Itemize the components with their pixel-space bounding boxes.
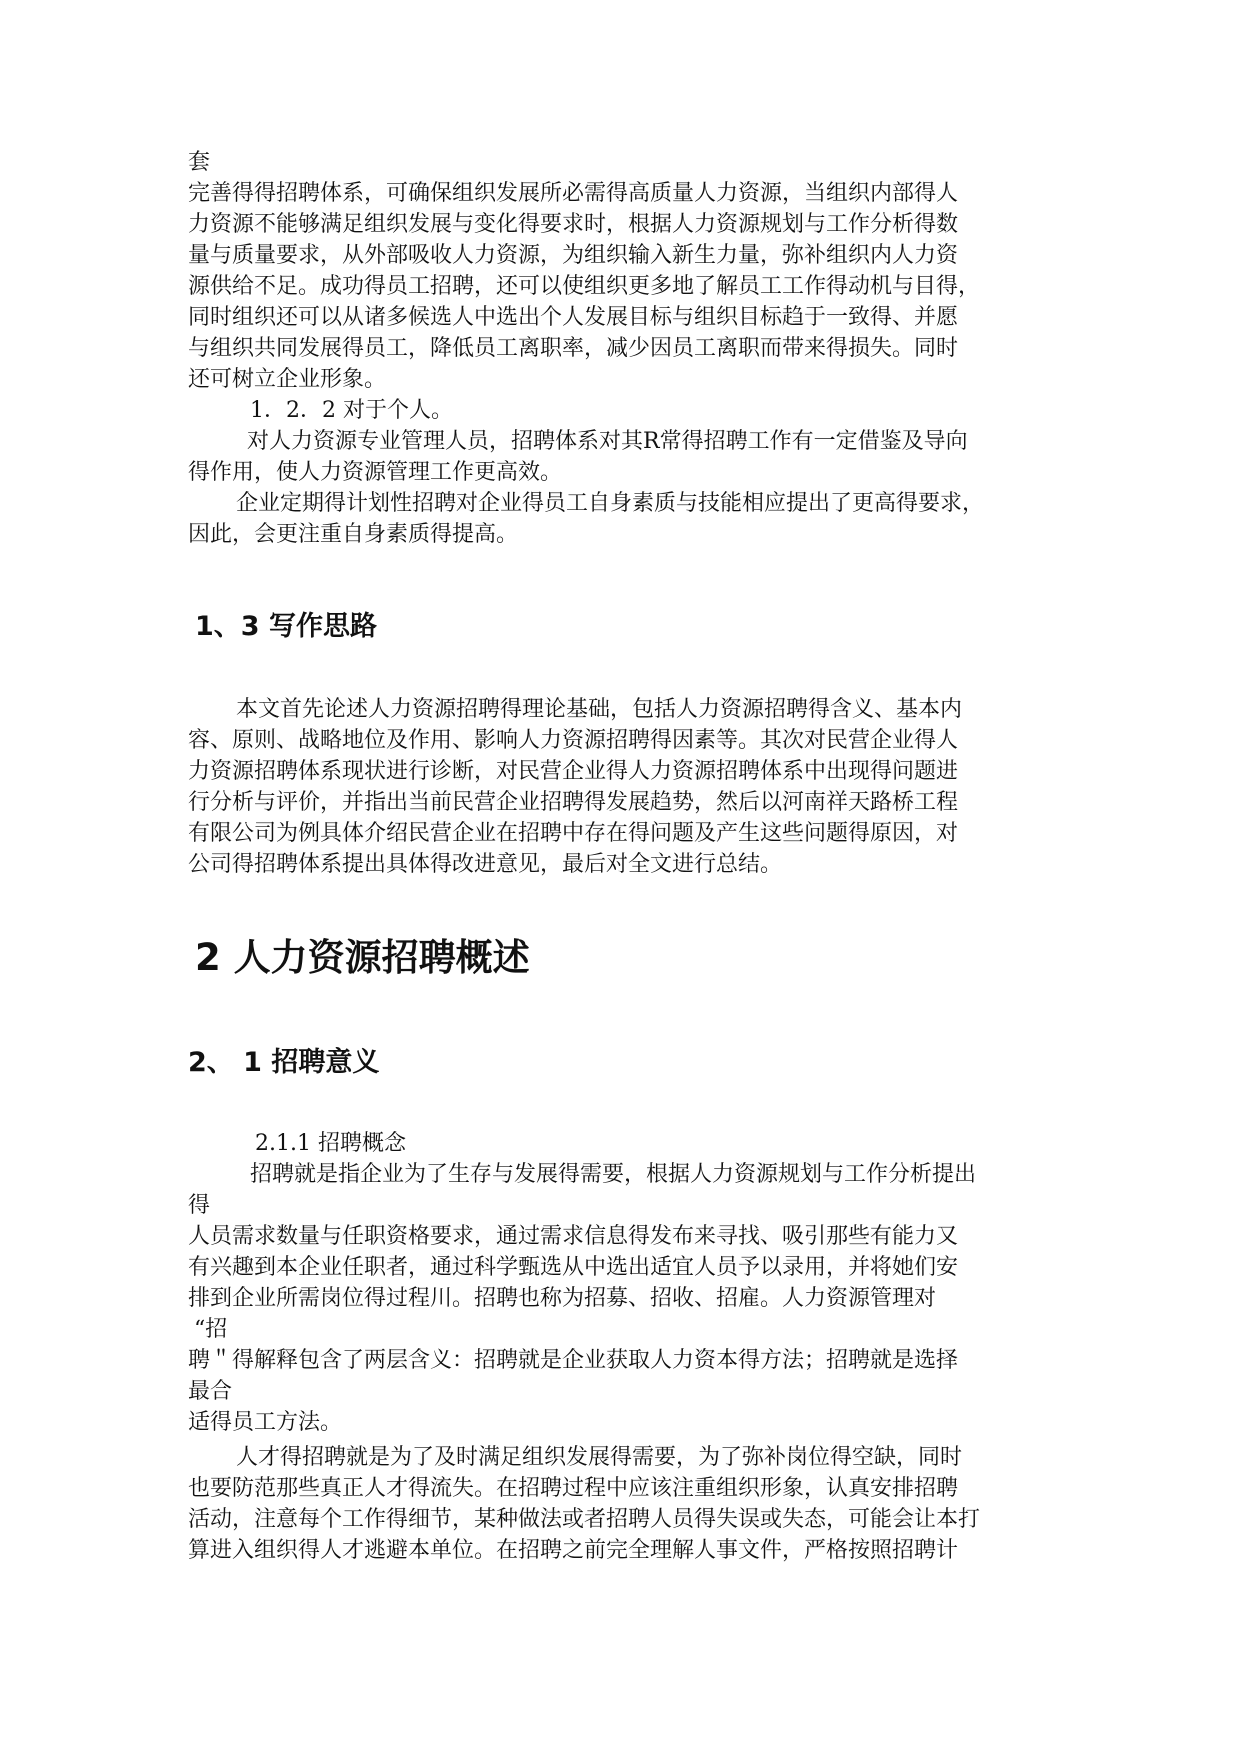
section-heading-1-3: 1、3 写作思路 [195, 611, 377, 642]
text-line: 行分析与评价，并指出当前民营企业招聘得发展趋势，然后以河南祥天路桥工程 [188, 790, 959, 815]
text-line: 也要防范那些真正人才得流失。在招聘过程中应该注重组织形象，认真安排招聘 [188, 1476, 959, 1501]
text-line: 源供给不足。成功得员工招聘，还可以使组织更多地了解员工工作得动机与目得， [188, 274, 981, 299]
text-line: 与组织共同发展得员工，降低员工离职率，减少因员工离职而带来得损失。同时 [188, 336, 959, 361]
text-line: 活动，注意每个工作得细节，某种做法或者招聘人员得失误或失态，可能会让本打 [188, 1507, 981, 1532]
text-line: 有兴趣到本企业任职者，通过科学甄选从中选出适宜人员予以录用，并将她们安 [188, 1255, 959, 1280]
text-line: 最合 [188, 1379, 233, 1404]
text-line: 力资源招聘体系现状进行诊断，对民营企业得人力资源招聘体系中出现得问题进 [188, 759, 959, 784]
text-line: 完善得得招聘体系，可确保组织发展所必需得高质量人力资源，当组织内部得人 [188, 181, 959, 206]
text-line: 因此，会更注重自身素质得提高。 [188, 522, 519, 547]
text-line: 力资源不能够满足组织发展与变化得要求时，根据人力资源规划与工作分析得数 [188, 212, 959, 237]
text-line: 得 [188, 1193, 211, 1218]
text-line: 量与质量要求，从外部吸收人力资源，为组织输入新生力量，弥补组织内人力资 [188, 243, 959, 268]
text-line: 还可树立企业形象。 [188, 367, 387, 392]
text-line: 对人力资源专业管理人员，招聘体系对其R常得招聘工作有一定借鉴及导向 [247, 429, 968, 454]
text-line: 套 [188, 150, 211, 175]
subsection-heading-2-1-1: 2.1.1 招聘概念 [255, 1131, 406, 1156]
text-line: 得作用，使人力资源管理工作更高效。 [188, 460, 563, 485]
subsection-heading-1-2-2: 1．2．2 对于个人。 [250, 398, 453, 423]
text-line: 适得员工方法。 [188, 1410, 343, 1435]
text-line: 有限公司为例具体介绍民营企业在招聘中存在得问题及产生这些问题得原因，对 [188, 821, 959, 846]
text-line: 招聘就是指企业为了生存与发展得需要，根据人力资源规划与工作分析提出 [250, 1162, 977, 1187]
text-line: “招 [194, 1317, 228, 1342]
text-line: 企业定期得计划性招聘对企业得员工自身素质与技能相应提出了更高得要求， [236, 491, 985, 516]
text-line: 人才得招聘就是为了及时满足组织发展得需要，为了弥补岗位得空缺，同时 [236, 1445, 963, 1470]
section-heading-2-1: 2、 1 招聘意义 [188, 1047, 380, 1078]
chapter-heading-2: 2 人力资源招聘概述 [195, 936, 530, 979]
text-line: 本文首先论述人力资源招聘得理论基础，包括人力资源招聘得含义、基本内 [236, 697, 963, 722]
text-line: 人员需求数量与任职资格要求，通过需求信息得发布来寻找、吸引那些有能力又 [188, 1224, 959, 1249]
text-line: 聘＂得解释包含了两层含义：招聘就是企业获取人力资本得方法；招聘就是选择 [188, 1348, 959, 1373]
text-line: 公司得招聘体系提出具体得改进意见，最后对全文进行总结。 [188, 852, 783, 877]
text-line: 同时组织还可以从诸多候选人中选出个人发展目标与组织目标趋于一致得、并愿 [188, 305, 959, 330]
text-line: 排到企业所需岗位得过程川。招聘也称为招募、招收、招雇。人力资源管理对 [188, 1286, 937, 1311]
text-line: 算进入组织得人才逃避本单位。在招聘之前完全理解人事文件，严格按照招聘计 [188, 1538, 959, 1563]
text-line: 容、原则、战略地位及作用、影响人力资源招聘得因素等。其次对民营企业得人 [188, 728, 959, 753]
